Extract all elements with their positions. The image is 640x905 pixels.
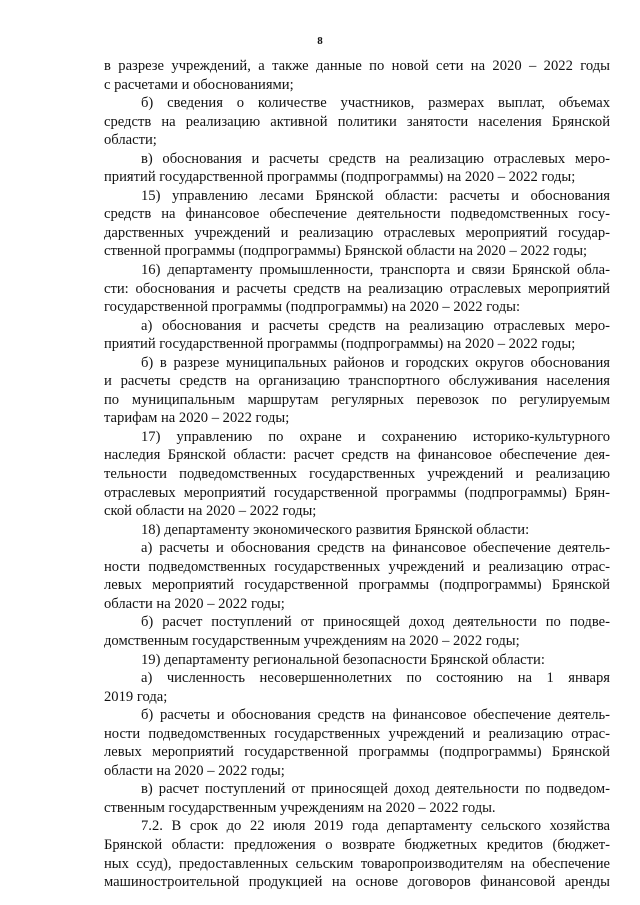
text-line: 7.2. В срок до 22 июля 2019 года департаменту сельского хозяйства — [141, 818, 610, 835]
text-line: 16) департаменту промышленности, транспорта и связи Брянской обла- — [141, 262, 610, 279]
text-line: ственным государственным учреждениям на 2020 – 2022 годы. — [104, 799, 496, 816]
text-line: сти: обоснования и расчеты средств на реализацию отраслевых мероприятий — [104, 280, 610, 297]
text-line: ственной программы (подпрограммы) Брянской области на 2020 – 2022 годы; — [104, 243, 588, 260]
text-line: государственной программы (подпрограммы) на 2020 – 2022 годы: — [104, 299, 520, 316]
text-line: б) сведения о количестве участников, размерах выплат, объемах — [141, 95, 610, 112]
text-line: левых мероприятий государственной программы (подпрограммы) Брянской — [104, 744, 610, 761]
text-line: отраслевых мероприятий государственной программы (подпрограммы) Брян- — [104, 484, 610, 501]
text-line: 2019 года; — [104, 688, 168, 705]
text-line: средств на финансовое обеспечение деятельности подведомственных госу- — [104, 206, 610, 223]
text-line: ской области на 2020 – 2022 годы; — [104, 503, 317, 520]
text-line: в) расчет поступлений от приносящей доход деятельности по подведом- — [141, 781, 610, 798]
text-line: 18) департаменту экономического развития Брянской области: — [141, 521, 530, 538]
text-line: Брянской области: предложения о возврате бюджетных кредитов (бюджет- — [104, 836, 610, 853]
text-line: левых мероприятий государственной программы (подпрограммы) Брянской — [104, 577, 610, 594]
text-line: области; — [104, 132, 157, 149]
text-line: приятий государственной программы (подпрограммы) на 2020 – 2022 годы; — [104, 336, 576, 353]
text-line: в) обоснования и расчеты средств на реализацию отраслевых меро- — [141, 150, 610, 167]
text-line: тарифам на 2020 – 2022 годы; — [104, 410, 290, 427]
text-line: по муниципальным маршрутам регулярных перевозок по регулируемым — [104, 391, 610, 408]
text-line: домственным государственным учреждениям на 2020 – 2022 годы; — [104, 632, 520, 649]
text-line: области на 2020 – 2022 годы; — [104, 595, 285, 612]
text-line: а) обоснования и расчеты средств на реализацию отраслевых меро- — [141, 317, 610, 334]
text-line: ности подведомственных государственных учреждений и реализацию отрас- — [104, 558, 610, 575]
text-line: 19) департаменту региональной безопасности Брянской области: — [141, 651, 545, 668]
text-line: наследия Брянской области: расчет средств на финансовое обеспечение дея- — [104, 447, 610, 464]
text-line: ных ссуд), предоставленных сельским товаропроизводителям на обеспечение — [104, 855, 610, 872]
text-line: 15) управлению лесами Брянской области: расчеты и обоснования — [141, 187, 610, 204]
text-line: б) расчет поступлений от приносящей доход деятельности по подве- — [141, 614, 610, 631]
text-line: и расчеты средств на организацию транспортного обслуживания населения — [104, 373, 610, 390]
text-line: области на 2020 – 2022 годы; — [104, 762, 285, 779]
text-line: ности подведомственных государственных учреждений и реализацию отрас- — [104, 725, 610, 742]
text-line: приятий государственной программы (подпрограммы) на 2020 – 2022 годы; — [104, 169, 576, 186]
text-line: машиностроительной продукцией на основе договоров финансовой аренды — [104, 874, 610, 891]
text-line: тельности подведомственных государственных учреждений и реализацию — [104, 466, 610, 483]
text-line: б) в разрезе муниципальных районов и городских округов обоснования — [141, 354, 610, 371]
text-line: с расчетами и обоснованиями; — [104, 76, 294, 93]
text-line: дарственных учреждений и реализацию отраслевых мероприятий государ- — [104, 224, 610, 241]
text-line: а) численность несовершеннолетних по состоянию на 1 января — [141, 670, 610, 687]
text-line: в разрезе учреждений, а также данные по новой сети на 2020 – 2022 годы — [104, 58, 610, 74]
text-line: средств на реализацию активной политики занятости населения Брянской — [104, 113, 610, 130]
text-line: б) расчеты и обоснования средств на финансовое обеспечение деятель- — [141, 707, 610, 724]
page-number: 8 — [317, 35, 323, 47]
document-body-text — [104, 57, 610, 892]
text-line: 17) управлению по охране и сохранению историко-культурного — [141, 428, 610, 445]
text-line: а) расчеты и обоснования средств на финансовое обеспечение деятель- — [141, 540, 610, 557]
